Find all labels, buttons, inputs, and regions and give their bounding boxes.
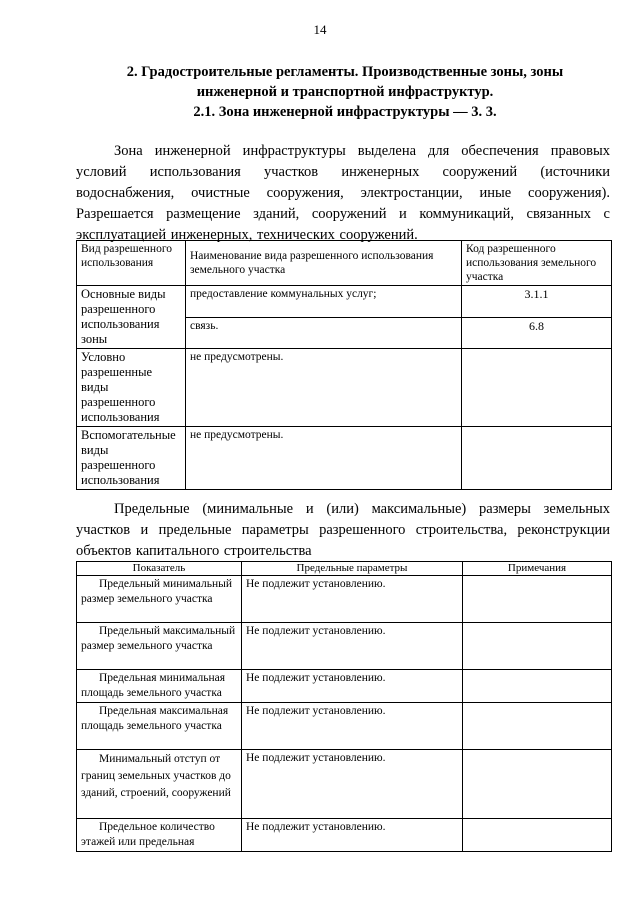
main-use-code-1: 3.1.1 (462, 286, 612, 318)
limit-notes-5 (463, 750, 612, 819)
table-row (77, 286, 612, 318)
limits-table (76, 561, 612, 852)
limit-indicator-5: Минимальный отступ от границ земельных участков до зданий, строений, сооружений (77, 750, 242, 819)
table-row (77, 670, 612, 703)
limit-indicator-6: Предельное количество этажей или предельная (77, 819, 242, 852)
limit-notes-1 (463, 576, 612, 623)
table-row (77, 623, 612, 670)
section-heading-line-2: инженерной и транспортной инфраструктур. (196, 84, 494, 100)
permitted-use-table (76, 240, 612, 490)
auxiliary-uses-value: не предусмотрены. (186, 427, 462, 490)
limit-params-4: Не подлежит установлению. (242, 703, 463, 750)
conditional-uses-value: не предусмотрены. (186, 349, 462, 427)
subsection-heading: 2.1. Зона инженерной инфраструктуры — 3. 3. (193, 104, 497, 120)
limit-params-5: Не подлежит установлению. (242, 750, 463, 819)
limit-notes-6 (463, 819, 612, 852)
table-header-row (77, 562, 612, 576)
section-heading (80, 62, 610, 102)
table-row (77, 750, 612, 819)
auxiliary-uses-label: Вспомогательные виды разрешенного использования (77, 427, 186, 490)
limit-indicator-2: Предельный максимальный размер земельного участка (77, 623, 242, 670)
header-indicator: Показатель (77, 562, 242, 576)
limit-indicator-1: Предельный минимальный размер земельного участка (77, 576, 242, 623)
limit-indicator-3: Предельная минимальная площадь земельного участка (77, 670, 242, 703)
table-header-row (77, 241, 612, 286)
main-uses-label: Основные виды разрешенного использования зоны (77, 286, 186, 349)
header-notes: Примечания (463, 562, 612, 576)
limit-params-6: Не подлежит установлению. (242, 819, 463, 852)
limit-indicator-4: Предельная максимальная площадь земельного участка (77, 703, 242, 750)
main-use-name-2: связь. (186, 317, 462, 349)
limit-params-2: Не подлежит установлению. (242, 623, 463, 670)
section-heading-line-1: 2. Градостроительные регламенты. Производственные зоны, зоны (126, 64, 564, 80)
intro-paragraph: Зона инженерной инфраструктуры выделена для обеспечения правовых условий использования участков инженерных сооружений (источники водоснабжения, очистные сооружения, электростанции, иные сооружения). Разрешается размещение зданий, сооружений и коммуникаций, связанных с эксплуатацией инженерных, технических сооружений. (76, 143, 610, 243)
page-number: 14 (313, 22, 327, 37)
conditional-uses-code (462, 349, 612, 427)
header-use-type: Вид разрешенного использования (77, 241, 186, 286)
limit-notes-2 (463, 623, 612, 670)
main-use-code-2: 6.8 (462, 317, 612, 349)
auxiliary-uses-code (462, 427, 612, 490)
table-row (77, 427, 612, 490)
limit-notes-3 (463, 670, 612, 703)
table-row (77, 819, 612, 852)
limits-paragraph: Предельные (минимальные и (или) максимальные) размеры земельных участков и предельные параметры разрешенного строительства, реконструкции объектов капитального строительства (76, 501, 610, 559)
header-use-name: Наименование вида разрешенного использования земельного участка (186, 241, 462, 286)
limit-notes-4 (463, 703, 612, 750)
limit-params-3: Не подлежит установлению. (242, 670, 463, 703)
conditional-uses-label: Условно разрешенные виды разрешенного использования (77, 349, 186, 427)
header-params: Предельные параметры (242, 562, 463, 576)
limit-params-1: Не подлежит установлению. (242, 576, 463, 623)
header-use-code: Код разрешенного использования земельного участка (462, 241, 612, 286)
table-row (77, 349, 612, 427)
table-row (77, 703, 612, 750)
table-row (77, 576, 612, 623)
main-use-name-1: предоставление коммунальных услуг; (186, 286, 462, 318)
